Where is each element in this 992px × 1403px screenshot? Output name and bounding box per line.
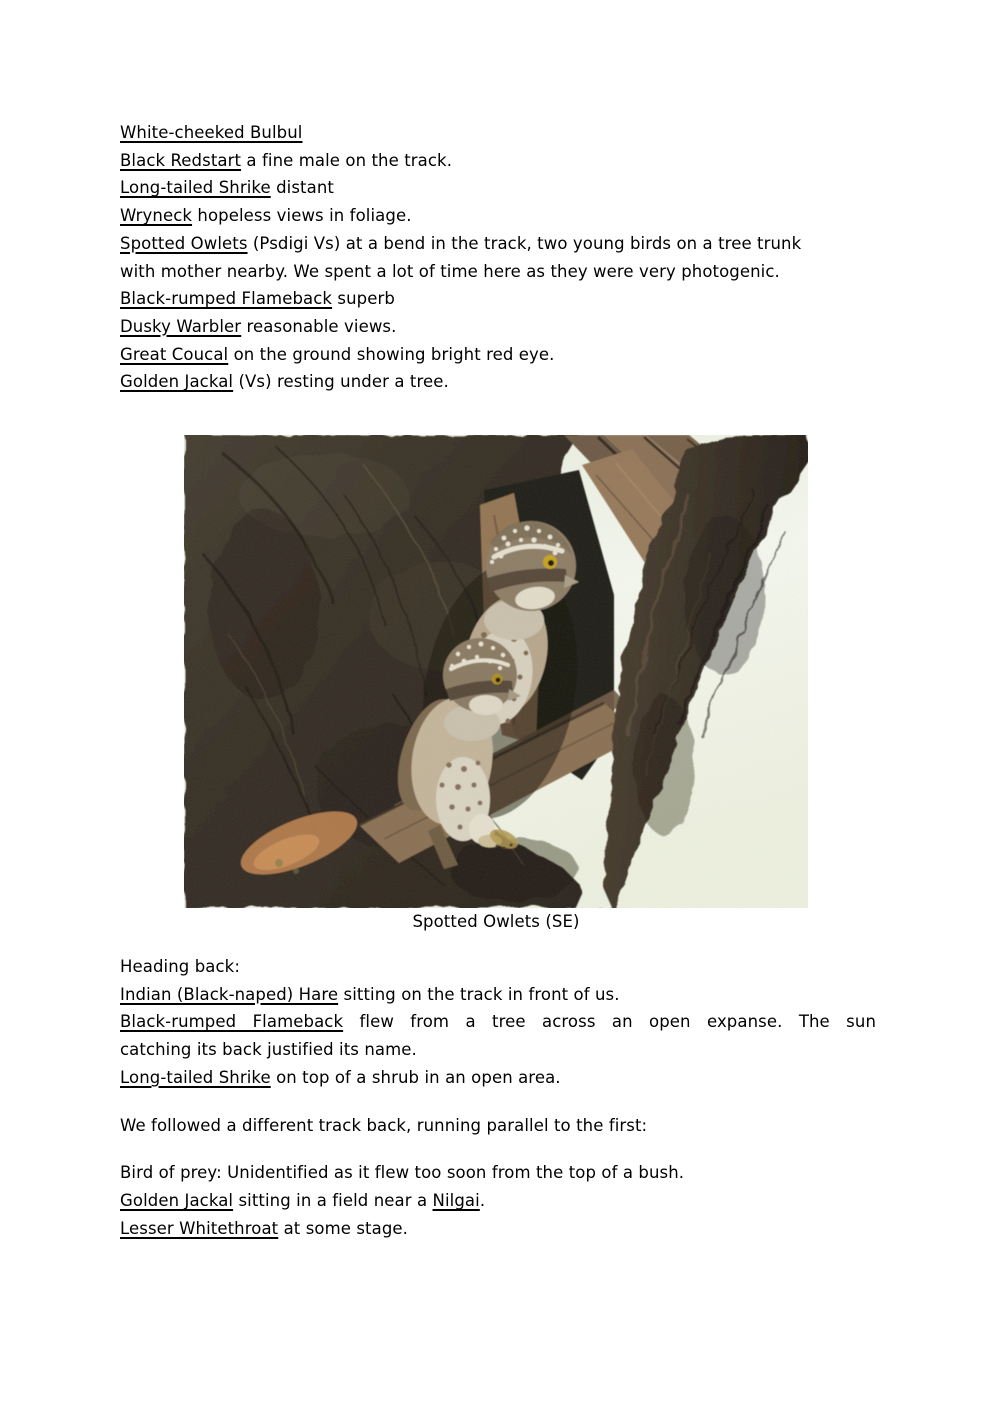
text-line — [120, 202, 876, 230]
species-name: Long-tailed Shrike — [120, 178, 271, 198]
text-run: (Vs) resting under a tree. — [233, 372, 449, 392]
text-run: on top of a shrub in an open area. — [270, 1067, 561, 1087]
photo-grain — [184, 435, 808, 908]
species-name: Spotted Owlets — [120, 233, 248, 253]
text-run: distant — [270, 178, 334, 198]
text-line — [120, 174, 876, 202]
species-name: Black-rumped Flameback — [120, 1012, 344, 1032]
text-run: sitting in a field near a — [233, 1190, 433, 1210]
species-name: Wryneck — [120, 206, 193, 226]
text-run: on the ground showing bright red eye. — [228, 344, 555, 364]
species-name: White-cheeked Bulbul — [120, 123, 303, 142]
spotted-owlets-figure — [184, 435, 808, 936]
sightings-list — [120, 119, 876, 396]
text-line — [120, 285, 876, 313]
text-run: . — [479, 1190, 486, 1210]
text-run: flew from a tree across an open expanse. The sun — [343, 1012, 876, 1032]
text-run: Heading back: — [120, 957, 240, 977]
text-line — [120, 1036, 876, 1064]
figure-caption: Spotted Owlets (SE) — [412, 912, 580, 932]
text-line — [120, 953, 876, 981]
species-name: Lesser Whitethroat — [120, 1218, 279, 1238]
text-line — [120, 1008, 876, 1036]
heading-back-section — [120, 953, 876, 1242]
species-name: Great Coucal — [120, 344, 229, 364]
text-line — [120, 368, 876, 396]
species-name: Golden Jackal — [120, 1190, 234, 1210]
text-line — [120, 119, 876, 147]
text-run: superb — [332, 289, 395, 309]
text-run: catching its back justified its name. — [120, 1040, 417, 1060]
text-line — [120, 1159, 876, 1187]
trip-report-content — [120, 119, 876, 1242]
species-name: Black Redstart — [120, 150, 242, 170]
spotted-owlets-photo — [184, 435, 808, 908]
text-line — [120, 981, 876, 1009]
text-line — [120, 341, 876, 369]
text-line — [120, 1064, 876, 1092]
text-line — [120, 147, 876, 175]
text-run: Bird of prey: Unidentified as it flew too soon from the top of a bush. — [120, 1163, 685, 1183]
text-line — [120, 313, 876, 341]
blank-line — [120, 1139, 876, 1159]
text-run: hopeless views in foliage. — [192, 206, 412, 226]
species-name: Indian (Black-naped) Hare — [120, 984, 339, 1004]
species-name: Golden Jackal — [120, 372, 234, 392]
text-run: We followed a different track back, running parallel to the first: — [120, 1115, 648, 1135]
text-run: with mother nearby. We spent a lot of time here as they were very photogenic. — [120, 261, 780, 281]
text-line — [120, 1215, 876, 1243]
text-line — [120, 1112, 876, 1140]
blank-line — [120, 1092, 876, 1112]
text-line — [120, 1187, 876, 1215]
text-run: reasonable views. — [241, 316, 397, 336]
text-run: sitting on the track in front of us. — [338, 984, 620, 1004]
text-run: at some stage. — [278, 1218, 409, 1238]
text-run: (Psdigi Vs) at a bend in the track, two young birds on a tree trunk — [247, 233, 802, 253]
text-line — [120, 230, 876, 258]
text-run: a fine male on the track. — [241, 150, 453, 170]
species-name: Long-tailed Shrike — [120, 1067, 271, 1087]
text-line — [120, 258, 876, 286]
species-name: Nilgai — [432, 1190, 480, 1210]
species-name: Dusky Warbler — [120, 316, 242, 336]
species-name: Black-rumped Flameback — [120, 289, 333, 309]
